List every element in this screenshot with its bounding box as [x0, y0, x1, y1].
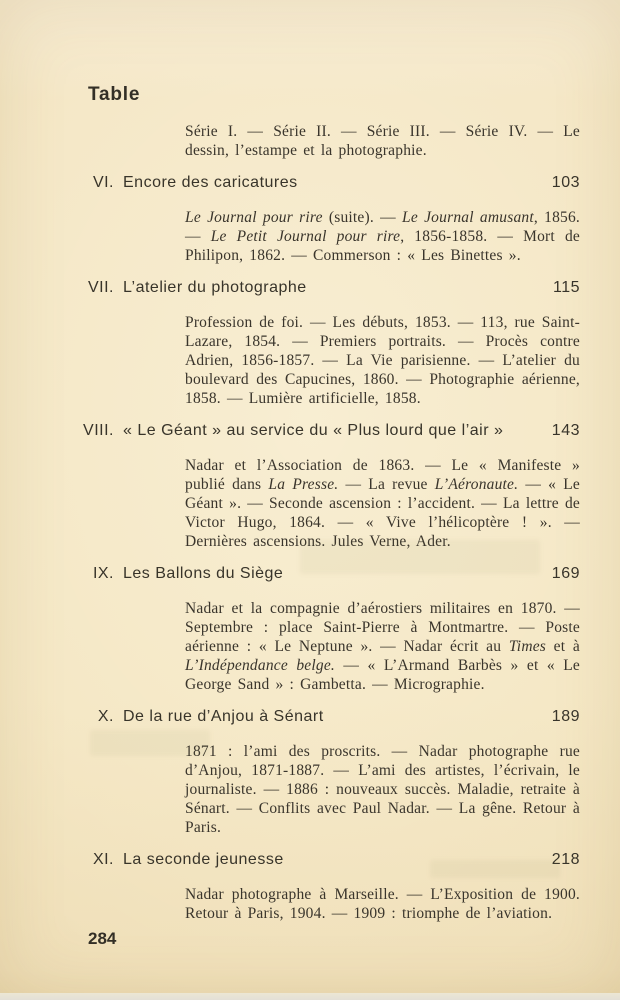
chapter-page-number: 218: [551, 851, 580, 868]
chapter-summary: Nadar et l’Association de 1863. — Le « Manifeste » publié dans La Presse. — La revue L’Aéronaute. — « Le Géant ». — Seconde ascension : l’accident. — La lettre de Victor Hugo, 1864. — « Vive l’hélicoptère ! ». — Dernières ascensions. Jules Verne, Ader.: [185, 457, 581, 550]
chapter-page-number: 115: [552, 279, 580, 296]
chapter-heading: [78, 173, 580, 192]
chapter-heading: [78, 421, 580, 440]
toc-entry: [78, 564, 580, 694]
chapter-page-number: 189: [551, 708, 580, 725]
chapter-title: De la rue d’Anjou à Sénart: [123, 708, 324, 725]
chapter-page-number: 143: [551, 422, 580, 439]
intro-paragraph: Série I. — Série II. — Série III. — Série IV. — Le dessin, l’estampe et la photographie.: [185, 123, 580, 159]
page-title: Table: [88, 84, 141, 105]
chapter-title: L’atelier du photographe: [123, 279, 307, 296]
chapter-numeral: VI.: [92, 174, 114, 191]
chapter-summary: Nadar photographe à Marseille. — L’Exposition de 1900. Retour à Paris, 1904. — 1909 : triomphe de l’aviation.: [185, 886, 580, 922]
toc-entry: [78, 850, 580, 923]
chapter-summary: Profession de foi. — Les débuts, 1853. — 113, rue Saint-Lazare, 1854. — Premiers portraits. — Procès contre Adrien, 1856-1857. — La Vie parisienne. — L’atelier du boulevard des Capucines, 1860. — Photographie aérienne, 1858. — Lumière artificielle, 1858.: [185, 314, 580, 407]
folio-page-number: 284: [88, 929, 117, 948]
chapter-summary: Nadar et la compagnie d’aérostiers militaires en 1870. — Septembre : place Saint-Pierre à Montmartre. — Poste aérienne : « Le Neptune ». — Nadar écrit au Times et à L’Indépendance belge. — « L’Armand Barbès » et « Le George Sand » : Gambetta. — Micrographie.: [185, 600, 581, 693]
chapter-heading: [78, 850, 580, 869]
toc-entry: [78, 421, 580, 551]
chapter-summary: Le Journal pour rire (suite). — Le Journal amusant, 1856. — Le Petit Journal pour rire, 1856-1858. — Mort de Philipon, 1862. — Commerson : « Les Binettes ».: [185, 209, 581, 264]
toc-entry: [78, 707, 580, 837]
chapter-heading: [78, 707, 580, 726]
chapter-title: Encore des caricatures: [123, 174, 298, 191]
scan-edge-strip: [0, 993, 620, 1000]
chapter-numeral: X.: [97, 708, 114, 725]
chapter-title: Les Ballons du Siège: [123, 565, 284, 582]
chapter-numeral: VII.: [87, 279, 114, 296]
chapter-numeral: XI.: [92, 851, 114, 868]
chapter-title: « Le Géant » au service du « Plus lourd que l’air »: [123, 422, 504, 439]
chapter-numeral: IX.: [92, 565, 114, 582]
chapter-numeral: VIII.: [83, 422, 114, 439]
chapter-summary: 1871 : l’ami des proscrits. — Nadar photographe rue d’Anjou, 1871-1887. — L’ami des artistes, l’écrivain, le journaliste. — 1886 : nouveaux succès. Maladie, retraite à Sénart. — Conflits avec Paul Nadar. — La gêne. Retour à Paris.: [185, 743, 580, 836]
chapter-heading: [78, 278, 580, 297]
chapter-title: La seconde jeunesse: [123, 851, 284, 868]
chapter-heading: [78, 564, 580, 583]
toc-entry: [78, 173, 580, 265]
chapter-page-number: 103: [551, 174, 580, 191]
toc-entry: [78, 278, 580, 408]
chapter-page-number: 169: [551, 565, 580, 582]
